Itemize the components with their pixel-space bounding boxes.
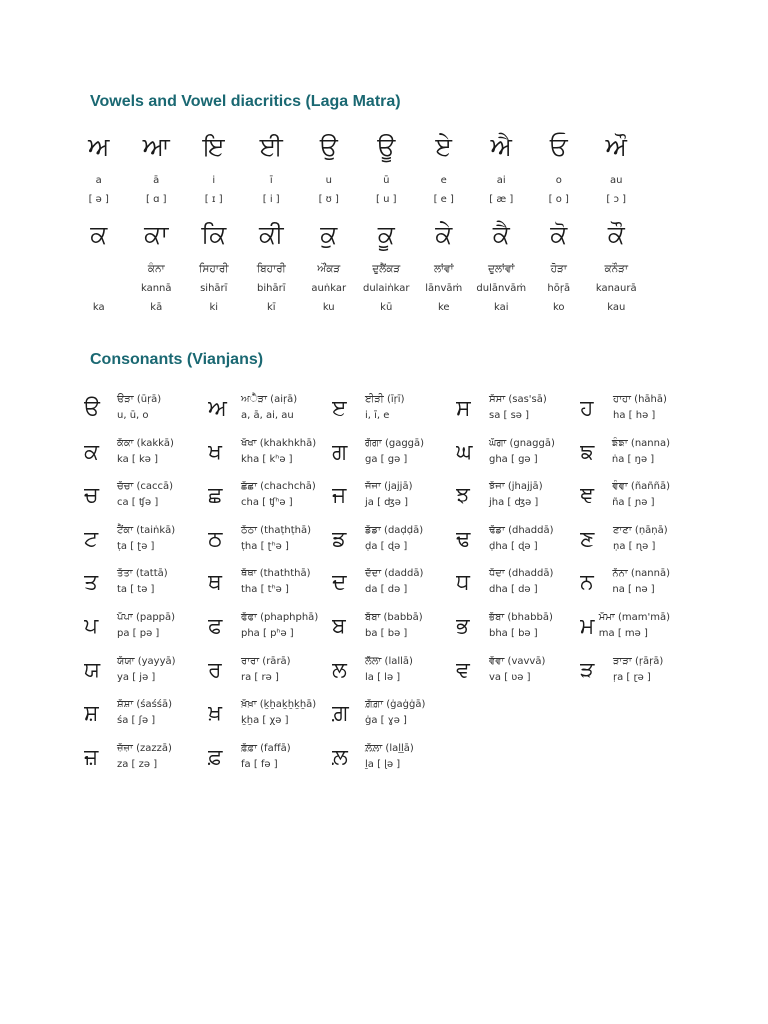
consonant-ipa: ḍha [ ɖə ] — [489, 540, 538, 552]
consonant-ipa: ta [ tə ] — [117, 584, 155, 596]
vowel-letters-cell: ਔ — [605, 132, 627, 161]
consonant-glyph: ਫ — [208, 613, 223, 639]
vowel-syllables-cell: ke — [437, 302, 450, 313]
consonant-name: ਸ਼ੱਸ਼ਾ (śaśśā) — [117, 699, 173, 711]
vowel-translit-cell: o — [555, 175, 562, 186]
consonant-item — [332, 564, 456, 608]
consonant-item — [580, 608, 670, 652]
vowel-letters-cell: ਏ — [435, 132, 453, 161]
consonant-ipa: ḻa [ ɭə ] — [365, 758, 401, 770]
consonant-ipa: ga [ gə ] — [365, 453, 408, 465]
vowel-ipa-cell: [ o ] — [548, 194, 569, 205]
vowel-names-gurmukhi-cell: ਹੋੜਾ — [550, 263, 567, 275]
consonant-name: ਤੱਤਾ (tattā) — [117, 568, 168, 580]
vowel-translit-cell: ai — [496, 175, 506, 186]
consonant-ipa: za [ zə ] — [117, 758, 158, 770]
consonant-info — [365, 608, 423, 641]
consonant-item — [84, 434, 208, 478]
vowel-ipa-cell: [ i ] — [262, 194, 280, 205]
consonant-name: ਰਾਰਾ (rārā) — [241, 655, 291, 667]
consonant-ipa: ṭha [ ʈʰə ] — [241, 540, 289, 552]
consonant-item — [332, 652, 456, 696]
consonant-ipa: ma [ mə ] — [598, 627, 648, 639]
consonant-item — [332, 608, 456, 652]
consonant-glyph: ਠ — [208, 526, 223, 552]
consonant-glyph: ਗ਼ — [332, 701, 349, 727]
consonant-item — [456, 564, 580, 608]
vowel-names-gurmukhi-cell — [70, 262, 128, 276]
consonant-ipa: ḍa [ ɖə ] — [365, 540, 408, 552]
consonant-item — [456, 652, 580, 696]
vowel-names-translit-cell: lānvāṁ — [425, 283, 463, 294]
vowel-names-translit-cell: bihārī — [257, 283, 286, 294]
consonant-info — [241, 521, 311, 554]
consonant-item — [456, 477, 580, 521]
vowel-letters-cell: ਆ — [142, 132, 170, 161]
consonant-name: ਗ਼ੱਗ਼ਾ (ġaġġā) — [365, 699, 426, 711]
consonant-item — [580, 564, 670, 608]
consonant-item — [332, 521, 456, 565]
consonant-info — [599, 608, 670, 641]
vowel-names-translit-row — [70, 282, 645, 296]
consonant-info — [241, 390, 297, 423]
consonant-item — [580, 434, 670, 478]
vowel-syllables-cell: kā — [150, 302, 163, 313]
consonant-item — [84, 652, 208, 696]
consonant-info — [365, 652, 413, 685]
consonant-glyph: ਗ — [332, 439, 348, 465]
consonant-item — [208, 390, 332, 434]
vowel-k-letters-cell: ਕੂ — [377, 220, 395, 249]
consonant-item — [84, 739, 208, 783]
consonant-glyph: ਖ — [208, 439, 222, 465]
consonant-name: ੳੜਾ (ūṛā) — [117, 394, 162, 405]
consonant-name: ਧੱਦਾ (dhaddā) — [489, 568, 554, 580]
consonant-glyph: ੲ — [332, 396, 347, 421]
consonant-name: ਝੱਜਾ (jhajjā) — [489, 481, 543, 493]
consonant-item — [84, 521, 208, 565]
consonant-name: ਛੱਛਾ (chachchā) — [241, 481, 316, 493]
vowel-translit-cell: ā — [153, 175, 160, 186]
consonant-info — [117, 695, 172, 728]
consonant-ipa: ka [ kə ] — [117, 453, 159, 465]
consonant-name: ਨੱਨਾ (nannā) — [612, 568, 670, 580]
consonant-ipa: ṅa [ ŋə ] — [611, 453, 655, 465]
consonant-glyph: ਢ — [456, 526, 471, 552]
consonant-glyph: ਵ — [456, 657, 470, 683]
consonant-ipa: cha [ ʧʰə ] — [241, 497, 293, 509]
consonant-name: ਈੜੀ (īṛī) — [365, 394, 405, 405]
vowel-syllables-cell: kau — [607, 302, 626, 313]
consonant-glyph: ੳ — [84, 396, 100, 421]
consonant-ipa: ra [ rə ] — [241, 671, 279, 683]
consonant-glyph: ਕ — [84, 439, 100, 465]
consonant-info — [241, 695, 316, 728]
consonant-item — [84, 390, 208, 434]
consonant-name: ਮੱਮਾ (mam'mā) — [598, 611, 670, 623]
consonant-glyph: ਸ — [456, 396, 471, 421]
consonant-glyph: ਹ — [580, 396, 594, 421]
consonant-info — [612, 477, 670, 510]
consonant-glyph: ਞ — [580, 483, 595, 509]
consonant-item — [208, 434, 332, 478]
vowel-translit-cell: ī — [269, 175, 273, 186]
consonant-name: ਡੱਡਾ (daḍḍā) — [365, 524, 424, 536]
consonant-name: ਚੱਚਾ (caccā) — [117, 481, 174, 493]
consonant-name: ਕੱਕਾ (kakkā) — [117, 437, 174, 449]
consonant-ipa: ña [ ɲə ] — [612, 497, 655, 509]
consonant-item — [332, 739, 456, 783]
vowel-names-gurmukhi-cell: ਦੁਲਾਂਵਾਂ — [487, 263, 515, 275]
consonant-info — [117, 390, 161, 423]
consonant-glyph: ਣ — [580, 526, 595, 552]
consonant-info — [365, 521, 423, 554]
consonant-info — [365, 477, 413, 510]
consonant-ipa: la [ lə ] — [365, 671, 401, 683]
consonant-item — [208, 477, 332, 521]
vowel-k-letters-cell: ਕੌ — [607, 220, 625, 249]
consonant-glyph: ਭ — [456, 613, 470, 639]
consonant-glyph: ਟ — [84, 526, 99, 552]
vowel-translit-cell: au — [610, 175, 623, 186]
consonant-grid — [84, 390, 670, 782]
consonant-info — [241, 477, 316, 510]
vowel-syllables-cell: ka — [92, 302, 105, 313]
vowel-k-letters-cell: ਕਿ — [201, 220, 227, 249]
consonant-info — [612, 434, 670, 467]
consonant-name: ਯੱਯਾ (yayyā) — [117, 655, 176, 667]
vowel-syllables-cell: kū — [380, 302, 393, 313]
consonant-glyph: ਪ — [84, 613, 99, 639]
vowel-ipa-cell: [ e ] — [433, 194, 454, 205]
consonant-glyph: ਮ — [580, 613, 595, 639]
consonant-ipa: va [ ʋə ] — [489, 671, 531, 683]
vowel-k-letters-cell: ਕੈ — [492, 220, 510, 249]
consonant-glyph: ਧ — [456, 570, 470, 596]
consonant-ipa: a, ā, ai, au — [241, 410, 294, 421]
vowel-k-letters-cell: ਕੀ — [258, 220, 284, 249]
vowel-names-gurmukhi-cell: ਲਾਂਵਾਂ — [433, 263, 454, 275]
vowel-letters-cell: ਈ — [259, 132, 283, 161]
consonant-info — [489, 477, 543, 510]
consonant-glyph: ਥ — [208, 570, 222, 596]
vowel-ipa-cell: [ u ] — [376, 194, 397, 205]
consonant-name: ਹਾਹਾ (hāhā) — [613, 394, 667, 405]
vowel-names-translit-cell: hōṛā — [547, 283, 571, 294]
consonant-name: ਗੱਗਾ (gaggā) — [365, 437, 425, 449]
consonant-glyph: ਙ — [580, 439, 595, 465]
vowel-names-translit-cell: kannā — [140, 283, 172, 294]
vowel-syllables-row — [70, 301, 645, 315]
consonant-name: ਵੱਵਾ (vavvā) — [489, 655, 546, 667]
consonant-ipa: śa [ ʃə ] — [117, 715, 156, 727]
consonant-name: ਜੱਜਾ (jajjā) — [365, 481, 413, 493]
vowel-syllables-cell: ku — [322, 302, 335, 313]
consonant-item — [580, 695, 670, 739]
consonant-name: ਪੱਪਾ (pappā) — [117, 611, 176, 623]
consonant-item — [208, 608, 332, 652]
consonant-ipa: ca [ ʧə ] — [117, 497, 159, 509]
consonant-info — [365, 434, 424, 467]
consonant-info — [117, 608, 175, 641]
consonant-ipa: na [ nə ] — [612, 584, 655, 596]
vowel-syllables-cell: ko — [552, 302, 565, 313]
consonant-glyph: ਝ — [456, 483, 470, 509]
consonant-glyph: ਰ — [208, 657, 222, 683]
consonant-name: ਟੈਂਕਾ (taiṅkā) — [117, 524, 176, 536]
consonant-glyph: ਚ — [84, 483, 99, 509]
vowels-heading: Vowels and Vowel diacritics (Laga Matra) — [90, 93, 401, 110]
vowel-letters-cell: ਉ — [319, 132, 338, 161]
vowel-translit-cell: a — [95, 175, 102, 186]
consonant-ipa: gha [ gə ] — [489, 453, 538, 465]
consonant-name: ਥੱਥਾ (thaththā) — [241, 568, 311, 580]
consonant-ipa: jha [ ʤə ] — [489, 497, 539, 509]
consonant-info — [489, 652, 545, 685]
consonant-ipa: ṇa [ ɳə ] — [613, 540, 656, 552]
consonant-item — [84, 477, 208, 521]
vowel-syllables-cell: ki — [209, 302, 219, 313]
consonant-name: ਘੱਗਾ (gnaggā) — [489, 437, 555, 449]
consonant-glyph: ੜ — [580, 657, 595, 683]
consonant-info — [365, 695, 425, 728]
consonants-heading: Consonants (Vianjans) — [90, 351, 264, 368]
vowel-ipa-cell: [ ə ] — [88, 194, 109, 205]
vowel-names-gurmukhi-cell: ਔਂਕੜ — [317, 263, 341, 275]
consonant-name: ਫੱਫਾ (phaphphā) — [241, 611, 319, 623]
vowel-names-translit-cell: sihārī — [200, 283, 228, 294]
vowel-k-letters-cell: ਕਾ — [144, 220, 169, 249]
vowel-ipa-cell: [ ɔ ] — [606, 194, 627, 205]
consonant-info — [117, 652, 176, 685]
vowel-translit-cell: ū — [383, 175, 390, 186]
consonant-info — [117, 477, 173, 510]
consonant-info — [241, 739, 291, 772]
consonant-item — [84, 564, 208, 608]
vowel-letters-cell: ਐ — [490, 132, 512, 161]
vowel-letters-row — [70, 131, 645, 163]
consonant-info — [613, 390, 667, 423]
consonant-ipa: kha [ kʰə ] — [241, 453, 293, 465]
consonant-item — [332, 477, 456, 521]
vowel-k-letters-cell: ਕ — [90, 220, 108, 249]
consonant-glyph: ਘ — [456, 439, 473, 465]
consonant-item — [456, 695, 580, 739]
vowel-ipa-cell: [ æ ] — [489, 194, 514, 205]
consonant-info — [613, 521, 668, 554]
consonant-info — [117, 564, 168, 597]
consonant-info — [117, 739, 172, 772]
consonant-info — [489, 390, 547, 423]
vowel-names-gurmukhi-row — [70, 262, 645, 276]
vowel-letters-cell: ਅ — [87, 132, 110, 161]
consonant-ipa: ġa [ ɣə ] — [365, 715, 407, 727]
consonant-name: ਦੱਦਾ (daddā) — [365, 568, 424, 580]
consonant-item — [332, 434, 456, 478]
vowel-ipa-row — [70, 193, 645, 207]
consonant-glyph: ਡ — [332, 526, 347, 552]
consonant-item — [208, 564, 332, 608]
consonant-info — [489, 564, 553, 597]
consonant-info — [241, 608, 318, 641]
consonant-item — [456, 521, 580, 565]
vowel-ipa-cell: [ ɪ ] — [204, 194, 223, 205]
vowel-names-translit-cell: auṅkar — [311, 283, 347, 294]
consonant-name: ਸੱਸਾ (sas'sā) — [489, 394, 547, 405]
vowel-letters-cell: ਓ — [549, 132, 568, 161]
vowel-k-letters-cell: ਕੁ — [320, 220, 338, 249]
consonant-glyph: ਤ — [84, 570, 99, 596]
consonant-item — [84, 695, 208, 739]
consonant-glyph: ਖ਼ — [208, 701, 222, 727]
consonant-name: ਬੱਬਾ (babbā) — [365, 611, 423, 623]
consonant-ipa: sa [ sə ] — [489, 410, 530, 421]
consonant-ipa: u, ū, o — [117, 410, 149, 421]
vowel-names-gurmukhi-cell: ਬਿਹਾਰੀ — [256, 263, 286, 275]
consonant-item — [208, 521, 332, 565]
consonant-item — [208, 652, 332, 696]
consonant-name: ਞੰਞਾ (ñaññā) — [612, 481, 670, 493]
consonant-info — [489, 434, 555, 467]
consonant-info — [117, 521, 175, 554]
consonant-name: ਜ਼ੱਜ਼ਾ (zazzā) — [117, 742, 172, 754]
consonant-item — [580, 477, 670, 521]
consonant-name: ਲ਼ੱਲ਼ਾ (laḻḻā) — [365, 742, 414, 754]
consonant-item — [456, 434, 580, 478]
vowel-k-letters-row — [70, 219, 645, 251]
consonant-name: ਖ਼ੱਖ਼ਾ (ḵẖaḵẖḵẖā) — [241, 699, 317, 711]
consonant-ipa: ṛa [ ɽə ] — [613, 671, 651, 683]
consonant-ipa: i, ī, e — [365, 410, 390, 421]
vowel-letters-cell: ਇ — [202, 132, 225, 161]
consonant-info — [241, 564, 311, 597]
consonant-item — [84, 608, 208, 652]
consonant-item — [580, 652, 670, 696]
consonant-name: ੜਾੜਾ (ṛāṛā) — [613, 655, 664, 667]
consonant-glyph: ਜ — [332, 483, 347, 509]
consonant-glyph: ਲ — [332, 657, 347, 683]
consonant-info — [365, 739, 414, 772]
consonant-glyph: ਸ਼ — [84, 701, 99, 727]
vowel-k-letters-cell: ਕੇ — [435, 220, 453, 249]
consonant-ipa: ya [ jə ] — [117, 671, 156, 683]
vowel-letters-cell: ਊ — [377, 132, 396, 161]
vowel-syllables-cell: kai — [493, 302, 509, 313]
consonant-item — [456, 390, 580, 434]
consonant-name: ਙੰਙਾ (nanna) — [611, 437, 670, 449]
consonant-ipa: ṭa [ ʈə ] — [117, 540, 155, 552]
consonant-item — [580, 521, 670, 565]
consonant-info — [365, 390, 404, 423]
consonant-item — [580, 390, 670, 434]
consonant-glyph: ਯ — [84, 657, 101, 683]
consonant-item — [208, 739, 332, 783]
consonant-glyph: ਫ਼ — [208, 744, 223, 770]
consonant-name: ਫ਼ੱਫ਼ਾ (faffā) — [241, 742, 291, 754]
vowel-translit-cell: i — [212, 175, 216, 186]
vowel-names-translit-cell — [70, 282, 128, 296]
consonant-glyph: ਨ — [580, 570, 594, 596]
consonant-info — [241, 652, 291, 685]
consonant-name: ਅੈੜਾ (aiṛā) — [241, 394, 298, 405]
consonant-name: ਠੱਠਾ (thaṭhṭhā) — [241, 524, 312, 536]
consonant-glyph: ਬ — [332, 613, 346, 639]
consonant-ipa: ha [ hə ] — [613, 410, 656, 421]
consonant-info — [365, 564, 423, 597]
vowel-names-gurmukhi-cell: ਦੁਲੈਂਕੜ — [372, 263, 401, 275]
vowel-names-translit-cell: dulaiṅkar — [362, 283, 410, 294]
consonant-ipa: tha [ tʰə ] — [241, 584, 289, 596]
consonant-ipa: fa [ fə ] — [241, 758, 278, 770]
vowel-translit-cell: e — [440, 175, 447, 186]
vowel-names-translit-cell: dulānvāṁ — [476, 283, 527, 294]
consonant-ipa: pha [ pʰə ] — [241, 627, 294, 639]
consonant-info — [613, 652, 663, 685]
consonant-name: ਭੱਬਾ (bhabbā) — [489, 611, 553, 623]
consonant-info — [612, 564, 670, 597]
vowel-syllables-cell: kī — [266, 302, 276, 313]
consonant-info — [489, 608, 553, 641]
consonant-glyph: ਅ — [208, 396, 227, 421]
consonant-name: ਣਾਣਾ (ṇāṇā) — [613, 524, 668, 536]
vowel-translit-cell: u — [325, 175, 332, 186]
consonant-ipa: ḵẖa [ χə ] — [241, 715, 289, 727]
consonant-name: ਖੱਖਾ (khakhkhā) — [241, 437, 317, 449]
vowel-names-gurmukhi-cell: ਸਿਹਾਰੀ — [199, 263, 229, 275]
vowel-names-gurmukhi-cell: ਕੰਨਾ — [147, 263, 165, 275]
vowel-names-translit-cell: kanaurā — [595, 283, 637, 294]
consonant-glyph: ਜ਼ — [84, 744, 99, 770]
vowel-ipa-cell: [ ʊ ] — [318, 194, 339, 205]
consonant-ipa: da [ də ] — [365, 584, 408, 596]
vowel-k-letters-cell: ਕੋ — [550, 220, 568, 249]
vowel-ipa-cell: [ ɑ ] — [145, 194, 167, 205]
consonant-info — [117, 434, 174, 467]
consonant-info — [489, 521, 554, 554]
consonant-info — [241, 434, 316, 467]
consonant-name: ਲੱਲਾ (lallā) — [365, 655, 413, 667]
consonant-ipa: pa [ pə ] — [117, 627, 160, 639]
consonant-ipa: ba [ bə ] — [365, 627, 408, 639]
consonant-item — [332, 695, 456, 739]
consonant-name: ਢੱਡਾ (dhaddā) — [489, 524, 554, 536]
consonant-item — [332, 390, 456, 434]
vowel-names-gurmukhi-cell: ਕਨੌੜਾ — [604, 263, 629, 275]
consonant-glyph: ਲ਼ — [332, 744, 348, 770]
consonant-glyph: ਦ — [332, 570, 347, 596]
vowel-translit-row — [70, 174, 645, 188]
consonant-item — [208, 695, 332, 739]
consonant-ipa: dha [ də ] — [489, 584, 538, 596]
consonant-item — [456, 608, 580, 652]
consonant-ipa: bha [ bə ] — [489, 627, 538, 639]
consonant-ipa: ja [ ʤə ] — [365, 497, 408, 509]
consonant-glyph: ਛ — [208, 483, 223, 509]
